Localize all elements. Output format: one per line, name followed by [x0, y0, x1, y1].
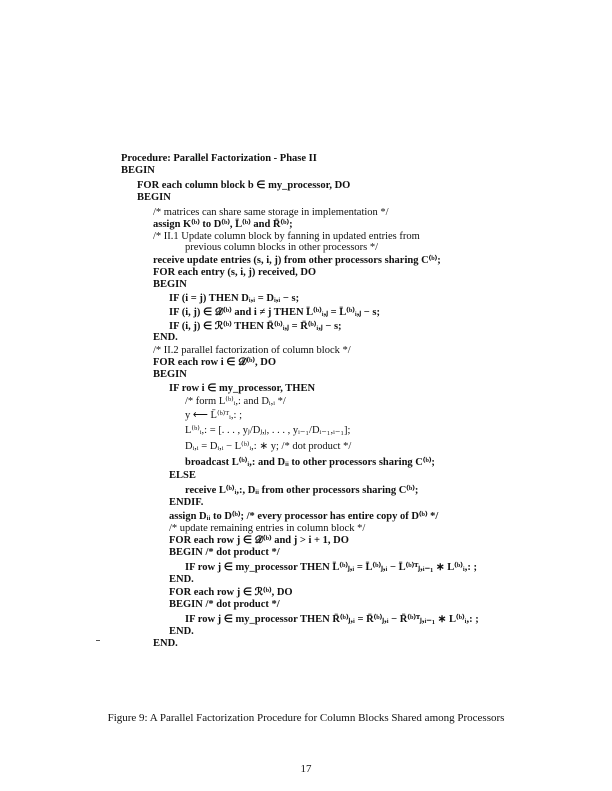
- code-line: IF row i ∈ my_processor, THEN: [169, 383, 316, 394]
- code-line: FOR each row i ∈ 𝒟⁽ᵇ⁾, DO: [153, 357, 277, 368]
- code-line: IF (i, j) ∈ 𝒟⁽ᵇ⁾ and i ≠ j THEN L̄⁽ᵇ⁾ᵢ,ⱼ = L̄⁽ᵇ⁾ᵢ,ⱼ − s;: [169, 307, 380, 318]
- code-line: IF row j ∈ my_processor THEN R̄⁽ᵇ⁾ⱼ,ᵢ = R̄⁽ᵇ⁾ⱼ,ᵢ − R̄⁽ᵇ⁾ᵀⱼ,ᵢ₋₁ ∗ L⁽ᵇ⁾ᵢ,: ;: [185, 614, 479, 625]
- code-line: END.: [153, 332, 178, 343]
- code-line: END.: [169, 626, 194, 637]
- code-line: receive update entries (s, i, j) from other processors sharing C⁽ᵇ⁾;: [153, 255, 441, 266]
- code-line: BEGIN /* dot product */: [169, 547, 280, 558]
- code-line: BEGIN /* dot product */: [169, 599, 280, 610]
- code-line: L⁽ᵇ⁾ᵢ,: = [. . . , yⱼ/Dⱼ,ⱼ, . . . , yᵢ₋₁/Dᵢ₋₁,ᵢ₋₁];: [185, 425, 351, 436]
- code-line: BEGIN: [137, 192, 171, 203]
- code-line: /* matrices can share same storage in implementation */: [153, 207, 389, 218]
- code-line: IF (i = j) THEN Dᵢ,ᵢ = Dᵢ,ᵢ − s;: [169, 293, 300, 304]
- code-line: /* II.1 Update column block by fanning in updated entries from: [153, 231, 420, 242]
- code-line: FOR each row j ∈ 𝒟⁽ᵇ⁾ and j > i + 1, DO: [169, 535, 349, 546]
- code-line: BEGIN: [153, 279, 187, 290]
- code-line: y ⟵ L̄⁽ᵇ⁾ᵀᵢ,: ;: [185, 410, 242, 421]
- margin-mark: [96, 640, 100, 641]
- code-line: BEGIN: [153, 369, 187, 380]
- code-line: FOR each column block b ∈ my_processor, DO: [137, 180, 351, 191]
- code-line: previous column blocks in other processors */: [185, 242, 379, 253]
- code-line: Procedure: Parallel Factorization - Phase II: [121, 153, 317, 164]
- figure-caption: Figure 9: A Parallel Factorization Procedure for Column Blocks Shared among Processors: [107, 712, 505, 724]
- code-line: /* form L⁽ᵇ⁾ᵢ,: and Dᵢ,ᵢ */: [185, 396, 286, 407]
- code-line: END.: [169, 574, 194, 585]
- code-line: IF row j ∈ my_processor THEN L̄⁽ᵇ⁾ⱼ,ᵢ = L̄⁽ᵇ⁾ⱼ,ᵢ − L̄⁽ᵇ⁾ᵀⱼ,ᵢ₋₁ ∗ L⁽ᵇ⁾ᵢ,: ;: [185, 562, 477, 573]
- code-line: Dᵢ,ᵢ = Dᵢ,ᵢ − L⁽ᵇ⁾ᵢ,: ∗ y; /* dot product */: [185, 441, 352, 452]
- code-line: IF (i, j) ∈ ℛ⁽ᵇ⁾ THEN R̄⁽ᵇ⁾ᵢ,ⱼ = R̄⁽ᵇ⁾ᵢ,ⱼ − s;: [169, 321, 342, 332]
- code-line: END.: [153, 638, 178, 649]
- code-line: broadcast L⁽ᵇ⁾ᵢ,: and Dᵢᵢ to other processors sharing C⁽ᵇ⁾;: [185, 457, 435, 468]
- code-line: assign K⁽ᵇ⁾ to D⁽ᵇ⁾, L̄⁽ᵇ⁾ and R̄⁽ᵇ⁾;: [153, 219, 293, 230]
- code-line: ELSE: [169, 470, 196, 481]
- page-number: 17: [300, 763, 312, 775]
- code-line: /* II.2 parallel factorization of column block */: [153, 345, 351, 356]
- code-line: BEGIN: [121, 165, 155, 176]
- code-line: receive L⁽ᵇ⁾ᵢ,:, Dᵢᵢ from other processors sharing C⁽ᵇ⁾;: [185, 485, 419, 496]
- code-line: ENDIF.: [169, 497, 204, 508]
- code-line: FOR each row j ∈ ℛ⁽ᵇ⁾, DO: [169, 587, 293, 598]
- code-line: assign Dᵢᵢ to D⁽ᵇ⁾; /* every processor has entire copy of D⁽ᵇ⁾ */: [169, 511, 439, 522]
- code-line: FOR each entry (s, i, j) received, DO: [153, 267, 317, 278]
- code-line: /* update remaining entries in column block */: [169, 523, 366, 534]
